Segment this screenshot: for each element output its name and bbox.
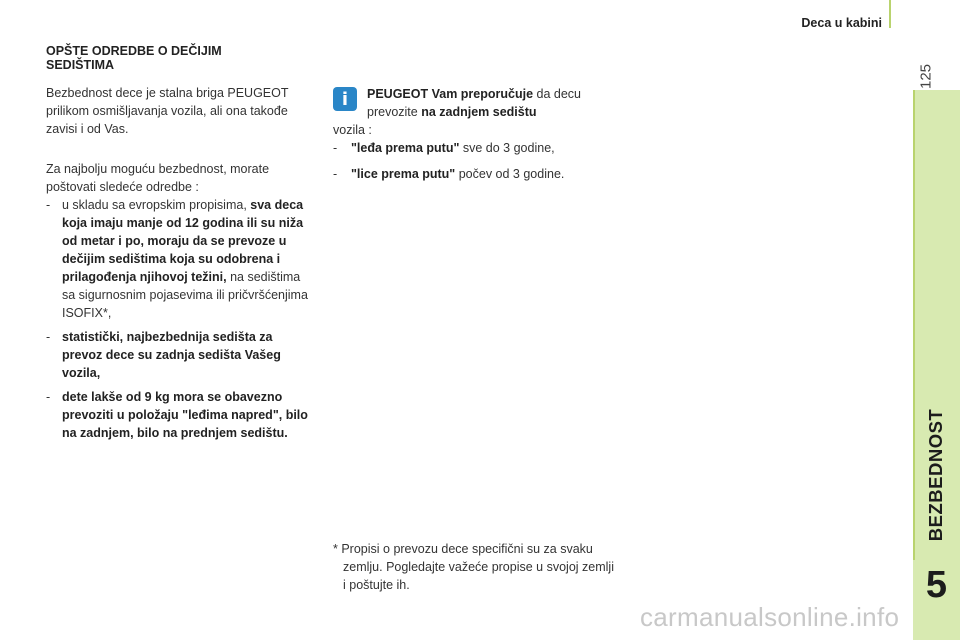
rule-bold-text: statistički, najbezbednija sedišta za prevoz dece su zadnja sedišta Vašeg vozila, — [62, 330, 281, 380]
section-title: OPŠTE ODREDBE O DEČIJIM SEDIŠTIMA — [46, 44, 222, 72]
chapter-side-tab — [913, 90, 960, 640]
recommendation-lead — [333, 85, 613, 121]
orientation-item — [333, 165, 613, 183]
chapter-number: 5 — [925, 564, 948, 606]
side-tab-divider — [913, 90, 915, 560]
rule-text-after: na sedištima sa sigurnosnim pojasevima ili pričvršćenjima ISOFIX*, — [62, 270, 308, 320]
orientation-item — [333, 139, 613, 157]
rule-item — [46, 388, 314, 442]
page-number: 125 — [917, 63, 935, 90]
orientation-text: sve do 3 godine, — [459, 141, 555, 155]
list-dash: - — [46, 330, 51, 344]
rule-bold-text: sva deca koja imaju manje od 12 godina ili su niža od metar i po, moraju da se prevoze u dečijim sedištima koja su odobrena i prilagođenja njihovoj težini, — [62, 198, 304, 284]
header-divider — [889, 0, 891, 28]
intro-paragraph: Bezbednost dece je stalna briga PEUGEOT prilikom osmišljavanja vozila, ali ona takođe zavisi i od Vas. — [46, 86, 289, 136]
right-column — [333, 85, 613, 191]
rule-item — [46, 196, 314, 322]
rules-intro-paragraph: Za najbolju moguću bezbednost, morate poštovati sledeće odredbe : — [46, 162, 270, 194]
rule-bold-text: dete lakše od 9 kg mora se obavezno prevoziti u položaju "leđima napred", bilo na zadnjem, bilo na prednjem sedištu. — [62, 390, 308, 440]
rules-list — [46, 196, 314, 442]
recommendation-bold-seat: na zadnjem sedištu — [421, 105, 537, 119]
recommendation-text: da decu prevozite — [367, 87, 581, 119]
list-dash: - — [333, 167, 338, 181]
orientation-text: počev od 3 godine. — [455, 167, 565, 181]
list-dash: - — [333, 141, 338, 155]
rule-item — [46, 328, 314, 382]
watermark: carmanualsonline.info — [640, 602, 900, 632]
recommendation-block — [333, 85, 613, 121]
recommendation-bold: PEUGEOT Vam preporučuje — [367, 87, 534, 101]
list-dash: - — [46, 390, 51, 404]
recommendation-continuation: vozila : — [333, 123, 372, 137]
orientation-bold: "leđa prema putu" — [351, 141, 460, 155]
rule-text: u skladu sa evropskim propisima, — [62, 198, 251, 212]
chapter-label: BEZBEDNOST — [925, 408, 946, 542]
footnote: * Propisi o prevozu dece specifični su za svaku zemlju. Pogledajte važeće propise u svojoj zemlji i poštujte ih. — [333, 542, 614, 592]
list-dash: - — [46, 198, 51, 212]
left-column — [46, 44, 314, 448]
running-header: Deca u kabini — [801, 16, 882, 30]
orientation-list — [333, 139, 613, 183]
orientation-bold: "lice prema putu" — [351, 167, 456, 181]
info-icon: i — [333, 87, 357, 111]
